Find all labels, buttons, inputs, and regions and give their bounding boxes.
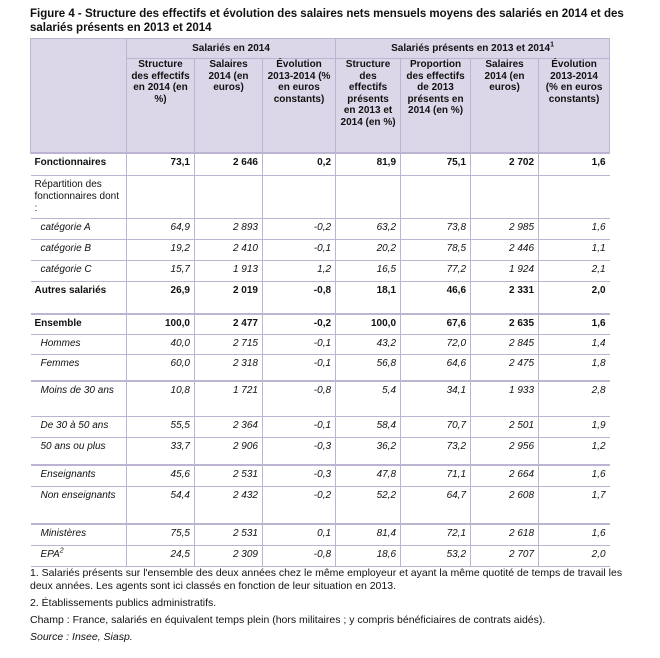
cell: 53,2: [401, 545, 471, 566]
cell: 1,6: [539, 524, 610, 545]
table-row: [31, 281, 610, 314]
row-label: Hommes: [31, 334, 127, 354]
cell: 1,4: [539, 334, 610, 354]
cell: 1,9: [539, 416, 610, 437]
table-row: [31, 437, 610, 465]
cell: 70,7: [401, 416, 471, 437]
cell: 2 893: [195, 218, 263, 239]
cell: [401, 175, 471, 218]
cell: 73,2: [401, 437, 471, 465]
row-label: Autres salariés: [31, 281, 127, 314]
cell: -0,8: [263, 281, 336, 314]
cell: 60,0: [127, 354, 195, 381]
cell: 100,0: [127, 314, 195, 334]
row-label: 50 ans ou plus: [31, 437, 127, 465]
salary-table: [30, 38, 610, 567]
table-row: [31, 465, 610, 486]
cell: 26,9: [127, 281, 195, 314]
cell: 1,2: [539, 437, 610, 465]
cell: 2 707: [471, 545, 539, 566]
cell: 1,6: [539, 218, 610, 239]
cell: -0,2: [263, 218, 336, 239]
cell: 47,8: [336, 465, 401, 486]
row-label: catégorie C: [31, 260, 127, 281]
table-row: [31, 381, 610, 416]
cell: 45,6: [127, 465, 195, 486]
cell: 40,0: [127, 334, 195, 354]
cell: 18,1: [336, 281, 401, 314]
cell: -0,2: [263, 486, 336, 524]
cell: 52,2: [336, 486, 401, 524]
row-label: Moins de 30 ans: [31, 381, 127, 416]
cell: 64,6: [401, 354, 471, 381]
cell: 2 475: [471, 354, 539, 381]
cell: 24,5: [127, 545, 195, 566]
col-header-salaires-2014: Salaires 2014 (en euros): [195, 59, 263, 154]
cell: 1,1: [539, 239, 610, 260]
table-row: [31, 175, 610, 218]
cell: 2 985: [471, 218, 539, 239]
col-header-proportion-presents: Proportion des effectifs de 2013 présents en 2014 (en %): [401, 59, 471, 154]
source-note: Source : Insee, Siasp.: [30, 631, 133, 643]
cell: 2 410: [195, 239, 263, 260]
row-label: Répartition des fonctionnaires dont :: [31, 175, 127, 218]
cell: 54,4: [127, 486, 195, 524]
cell: 73,1: [127, 153, 195, 175]
cell: 2 019: [195, 281, 263, 314]
cell: 67,6: [401, 314, 471, 334]
cell: 75,5: [127, 524, 195, 545]
figure-title: Figure 4 - Structure des effectifs et évolution des salaires nets mensuels moyens des salariés en 2014 et des salariés présents en 2013 et 2014: [30, 8, 624, 34]
cell: 100,0: [336, 314, 401, 334]
cell: 2 531: [195, 524, 263, 545]
row-label-text: EPA: [40, 548, 60, 560]
cell: 1,6: [539, 465, 610, 486]
cell: 1 913: [195, 260, 263, 281]
cell: 72,0: [401, 334, 471, 354]
col-header-salaires-presents: Salaires 2014 (en euros): [471, 59, 539, 154]
footnote-2: 2. Établissements publics administratifs.: [30, 597, 217, 609]
cell: 56,8: [336, 354, 401, 381]
cell: 10,8: [127, 381, 195, 416]
table-row: [31, 314, 610, 334]
row-label: Non enseignants: [31, 486, 127, 524]
cell: 71,1: [401, 465, 471, 486]
cell: 64,9: [127, 218, 195, 239]
col-header-evolution-2014: Évolution 2013-2014 (% en euros constants): [263, 59, 336, 154]
cell: 2,8: [539, 381, 610, 416]
cell: 2 608: [471, 486, 539, 524]
cell: -0,8: [263, 381, 336, 416]
cell: [263, 175, 336, 218]
group-header-2014: Salariés en 2014: [127, 39, 336, 59]
cell: 34,1: [401, 381, 471, 416]
cell: 2 646: [195, 153, 263, 175]
cell: 58,4: [336, 416, 401, 437]
cell: 1,6: [539, 153, 610, 175]
cell: -0,3: [263, 437, 336, 465]
cell: [195, 175, 263, 218]
footnote-ref-1: 1: [550, 41, 554, 49]
cell: -0,2: [263, 314, 336, 334]
col-header-structure-presents: Structure des effectifs présents en 2013 et 2014 (en %): [336, 59, 401, 154]
cell: -0,1: [263, 354, 336, 381]
cell: 64,7: [401, 486, 471, 524]
cell: 16,5: [336, 260, 401, 281]
col-header-structure-2014: Structure des effectifs en 2014 (en %): [127, 59, 195, 154]
cell: 2,0: [539, 545, 610, 566]
row-label: catégorie B: [31, 239, 127, 260]
table-row: [31, 218, 610, 239]
cell: 75,1: [401, 153, 471, 175]
header-blank: [31, 39, 127, 154]
cell: 73,8: [401, 218, 471, 239]
cell: [539, 175, 610, 218]
table-row: [31, 260, 610, 281]
cell: -0,3: [263, 465, 336, 486]
cell: 55,5: [127, 416, 195, 437]
footnote-ref-2: 2: [59, 547, 64, 555]
cell: 63,2: [336, 218, 401, 239]
cell: 81,9: [336, 153, 401, 175]
cell: 1 933: [471, 381, 539, 416]
table-row: [31, 416, 610, 437]
cell: 43,2: [336, 334, 401, 354]
footnote-1: 1. Salariés présents sur l'ensemble des deux années chez le même employeur et ayant la même quotité de temps de travail les deux années. Les agents sont ici classés en fonction de leur situation en 2013.: [30, 567, 623, 592]
cell: 2 635: [471, 314, 539, 334]
cell: 1,8: [539, 354, 610, 381]
cell: 2 477: [195, 314, 263, 334]
table-row: [31, 545, 610, 566]
cell: 2 432: [195, 486, 263, 524]
cell: 2 702: [471, 153, 539, 175]
cell: 2 664: [471, 465, 539, 486]
cell: 2 446: [471, 239, 539, 260]
cell: -0,1: [263, 334, 336, 354]
table-row: [31, 239, 610, 260]
cell: 46,6: [401, 281, 471, 314]
cell: 2 331: [471, 281, 539, 314]
group-header-row: [31, 39, 610, 59]
row-label: De 30 à 50 ans: [31, 416, 127, 437]
cell: 2 309: [195, 545, 263, 566]
row-label: Fonctionnaires: [31, 153, 127, 175]
cell: 78,5: [401, 239, 471, 260]
cell: 0,2: [263, 153, 336, 175]
row-label: Enseignants: [31, 465, 127, 486]
cell: -0,1: [263, 239, 336, 260]
cell: 1 924: [471, 260, 539, 281]
cell: [127, 175, 195, 218]
table-row: [31, 354, 610, 381]
cell: 2 318: [195, 354, 263, 381]
cell: 19,2: [127, 239, 195, 260]
cell: [471, 175, 539, 218]
cell: 1,6: [539, 314, 610, 334]
cell: 2 956: [471, 437, 539, 465]
cell: 2 531: [195, 465, 263, 486]
cell: 0,1: [263, 524, 336, 545]
cell: 2,0: [539, 281, 610, 314]
cell: 81,4: [336, 524, 401, 545]
cell: 5,4: [336, 381, 401, 416]
cell: 2 501: [471, 416, 539, 437]
row-label: Ministères: [31, 524, 127, 545]
footnotes: [30, 567, 640, 648]
group-header-2013-2014: [336, 39, 610, 59]
row-label: Femmes: [31, 354, 127, 381]
cell: 77,2: [401, 260, 471, 281]
cell: 1,2: [263, 260, 336, 281]
cell: 1 721: [195, 381, 263, 416]
row-label: [31, 545, 127, 566]
group-header-2013-2014-text: Salariés présents en 2013 et 2014: [391, 43, 551, 54]
row-label: catégorie A: [31, 218, 127, 239]
cell: -0,8: [263, 545, 336, 566]
cell: [336, 175, 401, 218]
cell: 20,2: [336, 239, 401, 260]
cell: 2 715: [195, 334, 263, 354]
cell: 15,7: [127, 260, 195, 281]
table-row: [31, 486, 610, 524]
cell: 1,7: [539, 486, 610, 524]
cell: 2 618: [471, 524, 539, 545]
cell: -0,1: [263, 416, 336, 437]
cell: 2 364: [195, 416, 263, 437]
table-row: [31, 334, 610, 354]
cell: 18,6: [336, 545, 401, 566]
cell: 2,1: [539, 260, 610, 281]
table-row: [31, 524, 610, 545]
cell: 33,7: [127, 437, 195, 465]
cell: 36,2: [336, 437, 401, 465]
row-label: Ensemble: [31, 314, 127, 334]
table-row: [31, 153, 610, 175]
col-header-evolution-presents: Évolution 2013-2014 (% en euros constants): [539, 59, 610, 154]
cell: 2 845: [471, 334, 539, 354]
cell: 72,1: [401, 524, 471, 545]
cell: 2 906: [195, 437, 263, 465]
champ-note: Champ : France, salariés en équivalent temps plein (hors militaires ; y compris bénéficiaires de contrats aidés).: [30, 614, 546, 626]
